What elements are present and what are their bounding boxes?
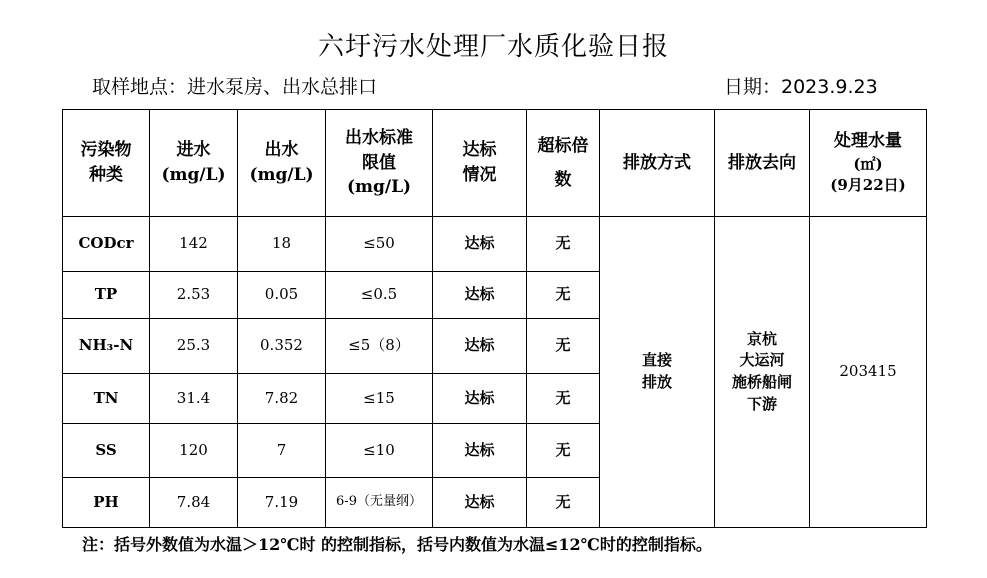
standard-cell: ≤5（8） bbox=[326, 319, 433, 374]
standard-cell: ≤15 bbox=[326, 374, 433, 424]
exceed-cell: 无 bbox=[527, 319, 600, 374]
standard-cell: 6-9（无量纲） bbox=[326, 478, 433, 528]
influent-cell: 120 bbox=[150, 424, 238, 478]
influent-cell: 25.3 bbox=[150, 319, 238, 374]
effluent-cell: 7 bbox=[238, 424, 326, 478]
status-cell: 达标 bbox=[433, 319, 527, 374]
pollutant-cell: TN bbox=[63, 374, 150, 424]
report-date: 日期：2023.9.23 bbox=[724, 76, 878, 98]
footnote: 注：括号外数值为水温＞12℃时 的控制指标，括号内数值为水温≤12℃时的控制指标。 bbox=[82, 535, 712, 554]
exceed-cell: 无 bbox=[527, 424, 600, 478]
influent-cell: 7.84 bbox=[150, 478, 238, 528]
standard-cell: ≤10 bbox=[326, 424, 433, 478]
status-cell: 达标 bbox=[433, 478, 527, 528]
exceed-cell: 无 bbox=[527, 374, 600, 424]
sampling-location: 取样地点：进水泵房、出水总排口 bbox=[92, 76, 378, 98]
pollutant-cell: TP bbox=[63, 272, 150, 319]
header-standard: 出水标准 限值 (mg/L) bbox=[326, 110, 433, 217]
table-row bbox=[63, 217, 927, 272]
status-cell: 达标 bbox=[433, 217, 527, 272]
status-cell: 达标 bbox=[433, 374, 527, 424]
pollutant-cell: NH₃-N bbox=[63, 319, 150, 374]
pollutant-cell: CODcr bbox=[63, 217, 150, 272]
header-discharge-method: 排放方式 bbox=[600, 110, 715, 217]
standard-cell: ≤0.5 bbox=[326, 272, 433, 319]
status-cell: 达标 bbox=[433, 424, 527, 478]
effluent-cell: 0.352 bbox=[238, 319, 326, 374]
standard-cell: ≤50 bbox=[326, 217, 433, 272]
header-exceed: 超标倍 数 bbox=[527, 110, 600, 217]
pollutant-cell: PH bbox=[63, 478, 150, 528]
exceed-cell: 无 bbox=[527, 217, 600, 272]
header-row bbox=[63, 110, 927, 217]
header-discharge-direction: 排放去向 bbox=[715, 110, 810, 217]
volume-value: 203415 bbox=[810, 217, 927, 528]
header-volume: 处理水量 (㎡) (9月22日) bbox=[810, 110, 927, 217]
effluent-cell: 0.05 bbox=[238, 272, 326, 319]
discharge-direction-cell: 京杭 大运河 施桥船闸 下游 bbox=[715, 217, 810, 528]
header-pollutant: 污染物 种类 bbox=[63, 110, 150, 217]
pollutant-cell: SS bbox=[63, 424, 150, 478]
effluent-cell: 7.82 bbox=[238, 374, 326, 424]
report-title: 六圩污水处理厂水质化验日报 bbox=[317, 32, 669, 62]
header-effluent: 出水 (mg/L) bbox=[238, 110, 326, 217]
header-influent: 进水 (mg/L) bbox=[150, 110, 238, 217]
status-cell: 达标 bbox=[433, 272, 527, 319]
exceed-cell: 无 bbox=[527, 478, 600, 528]
water-quality-table bbox=[62, 109, 927, 528]
influent-cell: 142 bbox=[150, 217, 238, 272]
influent-cell: 2.53 bbox=[150, 272, 238, 319]
exceed-cell: 无 bbox=[527, 272, 600, 319]
discharge-method-cell: 直接 排放 bbox=[600, 217, 715, 528]
effluent-cell: 7.19 bbox=[238, 478, 326, 528]
influent-cell: 31.4 bbox=[150, 374, 238, 424]
effluent-cell: 18 bbox=[238, 217, 326, 272]
header-compliance: 达标 情况 bbox=[433, 110, 527, 217]
